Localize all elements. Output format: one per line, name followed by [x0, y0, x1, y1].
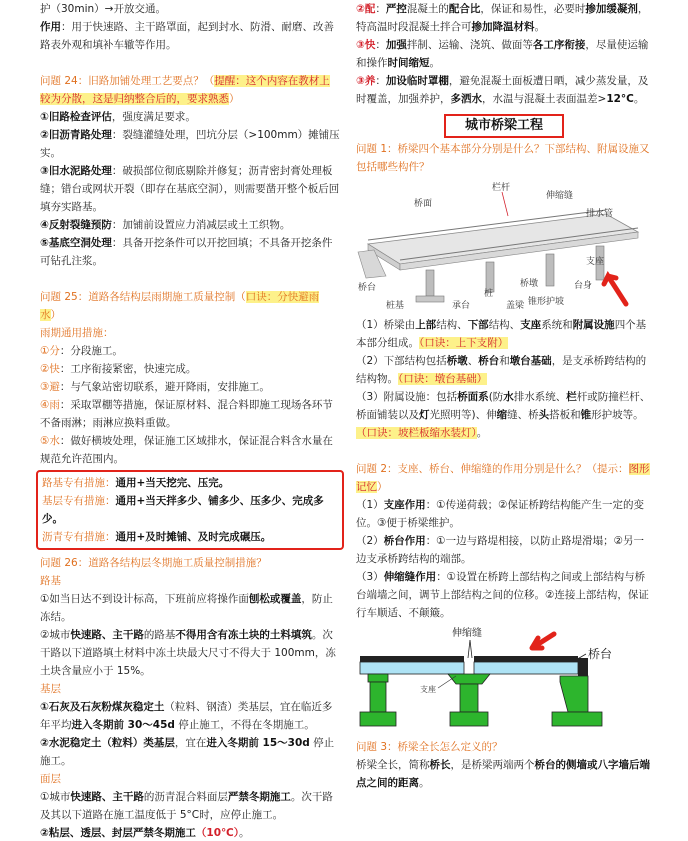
text: 的路基	[143, 629, 176, 641]
red-label: ③养	[356, 75, 376, 87]
list-item	[42, 528, 338, 546]
bold-text: ④反射裂缝预防	[40, 219, 112, 231]
text: 。	[476, 427, 488, 439]
text: 四个基本部分组成。	[356, 319, 647, 349]
list-item	[40, 626, 340, 680]
expansion-joint-diagram	[356, 622, 652, 738]
bold-text: 水	[503, 391, 514, 403]
leader-line	[438, 676, 456, 688]
figure-label: 台身	[574, 281, 593, 291]
question-26-title: 问题 26：道路各结构层冬期施工质量控制措施？	[40, 557, 267, 569]
text: 结构、	[488, 319, 521, 331]
pile-cap	[416, 296, 444, 302]
text: （1）	[356, 499, 384, 511]
bold-text: 栏	[566, 391, 577, 403]
text: 混凝土的	[406, 3, 449, 15]
text: ，保证和易性，必要时	[480, 3, 586, 15]
text: 。	[238, 827, 250, 839]
bold-text: 加设临时罩棚	[385, 75, 449, 87]
deck-top	[474, 656, 578, 662]
figure-label: 盖梁	[506, 301, 525, 311]
bold-text: 快速路、主干路	[70, 629, 144, 641]
orange-label: ③避	[40, 381, 60, 393]
bold-text: 配合比	[448, 3, 481, 15]
pier	[426, 270, 434, 296]
text: （1）桥梁由	[356, 319, 416, 331]
bold-text: 上部	[415, 319, 437, 331]
deck-span-right	[474, 662, 578, 674]
list-item	[40, 342, 340, 360]
subheading: 基层	[40, 683, 61, 695]
pier	[486, 262, 494, 292]
list-item	[356, 756, 652, 792]
text: （3）	[356, 571, 384, 583]
bold-text: 附属设施	[572, 319, 615, 331]
text: ：用于快速路、主干路罩面，起到封水、防滑、耐磨、改善路表外观和填补车辙等作用。	[40, 21, 334, 51]
bold-text: ②水泥稳定土（粒料）类基层	[40, 737, 175, 749]
text: ，避免混凝土面板遭日晒，减少蒸发量，及时覆盖，加强养护，	[356, 75, 649, 105]
figure-label: 伸缩缝	[452, 628, 482, 639]
figure-label: 桩基	[386, 301, 405, 311]
special-measures-box	[36, 470, 344, 550]
list-item	[356, 316, 652, 352]
text: 问题 24：旧路加铺处理工艺要点？（	[40, 75, 215, 87]
text: 杆或防撞栏杆、桥面铺装以及	[356, 391, 651, 421]
bold-text: 支座	[520, 319, 542, 331]
subheading: 面层	[40, 773, 61, 785]
figure-label: 桥墩	[520, 279, 539, 289]
text: ，是桥梁两端两个	[450, 759, 535, 771]
text: ②城市	[40, 629, 71, 641]
deck-top	[360, 656, 464, 662]
question-3-title: 问题 3：桥梁全长怎么定义的？	[356, 741, 503, 753]
bold-text: 桥台的侧墙或八字墙后端点之间的距离	[356, 759, 650, 789]
orange-label: ⑤水	[40, 435, 60, 447]
text: ：工序衔接紧密，快速完成。	[59, 363, 197, 375]
text: 结构、	[436, 319, 468, 331]
bold-text: ②粘层、透层、封层严禁冬期施工	[40, 827, 196, 839]
paragraph	[40, 18, 340, 54]
text: 和	[499, 355, 510, 367]
text: 缝、桥	[507, 409, 539, 421]
subheading: 路基	[40, 575, 61, 587]
bold-text: 进入冬期前 30～45d	[71, 719, 175, 731]
list-item	[42, 492, 338, 528]
question-25-title	[40, 288, 340, 324]
deck-span-left	[360, 662, 464, 674]
text: 问题 2：支座、桥台、伸缩缝的作用分别是什么？（提示：	[356, 463, 629, 475]
figure-label: 桥台	[588, 647, 613, 661]
figure-label: 支座	[586, 257, 605, 267]
text: （2）	[356, 535, 384, 547]
red-label: ③快	[356, 39, 376, 51]
text: ：采取罩棚等措施，保证原材料、混合料即施工现场各环节不备雨淋；雨淋应换料重做。	[40, 399, 333, 429]
bold-text: 桥面系	[457, 391, 489, 403]
bold-text: 桥长	[429, 759, 451, 771]
text: 拌制、运输、浇筑、做面等	[406, 39, 533, 51]
pier-footing	[450, 712, 488, 726]
figure-label: 承台	[452, 301, 471, 311]
orange-label: 沥青专有措施：	[42, 531, 116, 543]
leader-line	[468, 640, 470, 658]
bold-text: 伸缩缝作用	[383, 571, 437, 583]
hint-highlight: 口诀：分快避雨水	[40, 291, 320, 321]
text: ：①传递荷载；②保证桥跨结构能产生一定的变位。③便于桥梁维护。	[356, 499, 645, 529]
hint-highlight: （口诀：坡栏板缩水装灯）	[356, 427, 477, 439]
figure-label: 锥形护坡	[528, 297, 565, 307]
bold-text: 12°C	[606, 93, 634, 105]
bold-text: 刨松或覆盖	[248, 593, 302, 605]
arrow-icon	[532, 634, 554, 648]
bold-text: ①石灰及石灰粉煤灰稳定土	[40, 701, 165, 713]
bold-text: 墩台基础	[509, 355, 552, 367]
text: ，特高温时段混凝土拌合可	[356, 3, 649, 33]
left-column	[40, 0, 340, 841]
hint-highlight: 图形记忆	[356, 463, 650, 493]
bold-text: ②旧沥青路处理	[40, 129, 112, 141]
text: ，防止冻结。	[40, 593, 333, 623]
text: ，强度满足要求。	[111, 111, 196, 123]
text: (防	[488, 391, 504, 403]
bold-text: 通用+当天挖完、压完。	[115, 477, 230, 489]
bold-text: 各工序衔接	[532, 39, 586, 51]
expansion-joint-figure	[356, 622, 652, 738]
bridge-structure-figure	[356, 176, 652, 316]
list-item	[40, 698, 340, 734]
figure-label: 栏杆	[492, 183, 511, 193]
abutment	[560, 676, 588, 712]
bold-text: 支座作用	[383, 499, 426, 511]
text: ，尽量使运输和操作	[356, 39, 649, 69]
subheading: 雨期通用措施：	[40, 327, 114, 339]
text: 系统和	[541, 319, 573, 331]
text: ）	[229, 93, 240, 105]
red-label: ②配	[356, 3, 376, 15]
figure-label: 桥面	[414, 199, 433, 209]
text: ，宜在	[174, 737, 207, 749]
bold-text: 快速路、主干路	[70, 791, 144, 803]
hint-highlight: （口诀：墩台基础）	[398, 373, 488, 385]
bold-text: 时间缩短	[387, 57, 430, 69]
text: 光照明等)、伸	[429, 409, 497, 421]
list-item	[40, 216, 340, 234]
bold-text: 加强	[385, 39, 407, 51]
text: 桥梁全长，简称	[356, 759, 430, 771]
text: ：	[375, 3, 386, 15]
text: ：具备开挖条件可以开挖回填；不具备开挖条件可钻孔注浆。	[40, 237, 333, 267]
bold-text: 多洒水	[450, 93, 482, 105]
list-item	[40, 378, 340, 396]
list-item	[356, 496, 652, 532]
text: ：做好横坡处理，保证施工区域排水，保证混合料含水量在规范允许范围内。	[40, 435, 333, 465]
text: ：	[375, 75, 386, 87]
red-text: （10℃）	[195, 827, 239, 839]
hint-highlight: （口诀：上下支附）	[419, 337, 509, 349]
pier	[370, 682, 386, 712]
figure-label: 桩	[484, 289, 494, 299]
text: ）	[50, 309, 61, 321]
text: 。次干路及其以下道路在施工温度低于 5°C时，应停止施工。	[40, 791, 333, 821]
bold-text: 进入冬期前 15～30d	[206, 737, 310, 749]
text: 排水系统、	[513, 391, 567, 403]
bold-text: 严控	[385, 3, 407, 15]
list-item	[40, 432, 340, 468]
text: ，水温与混凝土表面温差>	[482, 93, 607, 105]
text: 。	[429, 57, 440, 69]
right-column	[356, 0, 652, 792]
list-item	[356, 352, 652, 388]
text: 。	[633, 93, 645, 105]
bold-text: 掺加缓凝剂	[585, 3, 638, 15]
list-item	[40, 360, 340, 378]
text: ：加铺前设置应力消减层或土工织物。	[111, 219, 291, 231]
question-24-title	[40, 72, 340, 108]
pier-cap	[448, 674, 490, 684]
leader-line	[502, 192, 508, 216]
text: 、	[467, 355, 479, 367]
bold-text: 桥墩	[446, 355, 468, 367]
list-item	[356, 72, 652, 108]
text: 停止施工，不得在冬期施工。	[174, 719, 315, 731]
bold-text: 缩	[496, 409, 508, 421]
text: ）	[377, 481, 388, 493]
text: ：与气象站密切联系，避开降雨，安排施工。	[59, 381, 270, 393]
bold-text: 下部	[467, 319, 489, 331]
hint-highlight: 提醒：这个内容在教材上较为分散，这是归纳整合后的，要求熟悉	[40, 75, 330, 105]
list-item	[356, 0, 652, 36]
bold-text: 灯	[419, 409, 430, 421]
arrow-icon	[604, 276, 626, 304]
pier-footing	[360, 712, 396, 726]
bold-text: 严禁冬期施工	[227, 791, 291, 803]
paragraph: 护（30min）→开放交通。	[40, 3, 166, 15]
bold-text: 通用+及时摊铺、及时完成碾压。	[115, 531, 272, 543]
bridge-3d-diagram	[356, 176, 652, 316]
bold-text: 掺加降温材料	[471, 21, 535, 33]
text: ，是支承桥跨结构的结构物。	[356, 355, 647, 385]
bold-text: 锥	[580, 409, 592, 421]
list-item	[40, 162, 340, 216]
bold-text: 头	[538, 409, 550, 421]
text: ：分段施工。	[59, 345, 123, 357]
list-item	[356, 532, 652, 568]
text: ：	[375, 39, 386, 51]
bold-text: 桥台	[478, 355, 500, 367]
list-item	[40, 590, 340, 626]
list-item	[356, 36, 652, 72]
figure-label: 桥台	[358, 283, 377, 293]
text: 。	[534, 21, 545, 33]
question-1-title: 问题 1：桥梁四个基本部分分别是什么？下部结构、附属设施又包括哪些构件？	[356, 143, 650, 173]
orange-label: 基层专有措施：	[42, 495, 116, 507]
orange-label: ④雨	[40, 399, 60, 411]
text: 。次干路以下道路填土材料中冻土块最大尺寸不得大于 100mm，冻土块含量应小于 15%。	[40, 629, 336, 677]
list-item	[40, 108, 340, 126]
text: 形护坡等。	[591, 409, 644, 421]
bold-text: ③旧水泥路处理	[40, 165, 112, 177]
text: 的沥青混合料面层	[143, 791, 228, 803]
list-item	[42, 474, 338, 492]
text: ①如当日达不到设计标高，下班前应将操作面	[40, 593, 249, 605]
leader-line	[470, 640, 472, 658]
bold-text: 作用	[40, 21, 61, 33]
bold-text: ⑤基底空洞处理	[40, 237, 112, 249]
figure-label: 伸缩缝	[546, 191, 574, 201]
text: ：破损部位彻底剔除并修复；沥青密封膏处理板缝；错台或网状开裂（即存在基底空洞），则需要凿开整个板后回填夯实路基。	[40, 165, 340, 213]
list-item	[40, 234, 340, 270]
list-item	[40, 396, 340, 432]
section-title: 城市桥梁工程	[444, 114, 564, 138]
text: ：①一边与路堤相接，以防止路堤滑塌；②另一边支承桥跨结构的端部。	[356, 535, 645, 565]
text: ：裂缝灌缝处理，凹坑分层（>100mm）摊铺压实。	[40, 129, 340, 159]
figure-label: 排水管	[586, 209, 614, 219]
abutment-footing	[552, 712, 602, 726]
text: 停止施工。	[40, 737, 335, 767]
bold-text: 不得用含有冻土块的土料填筑	[175, 629, 312, 641]
list-item	[40, 734, 340, 770]
text: （粒料、钢渣）类基层，宜在临近多年平均	[40, 701, 333, 731]
question-2-title	[356, 460, 652, 496]
orange-label: ①分	[40, 345, 60, 357]
text: ：①设置在桥跨上部结构之间或上部结构与桥台端墙之间，调节上部结构之间的位移。②连接上部结构，保证行车顺适、不颠簸。	[356, 571, 649, 619]
pier	[546, 254, 554, 286]
list-item	[356, 568, 652, 622]
bearing-block	[368, 674, 388, 682]
figure-label: 支座	[420, 685, 436, 694]
bold-text: ①旧路检查评估	[40, 111, 112, 123]
orange-label: 路基专有措施：	[42, 477, 116, 489]
bold-text: 桥台作用	[383, 535, 426, 547]
list-item	[40, 824, 340, 841]
text: 搭板和	[549, 409, 581, 421]
text: （2）下部结构包括	[356, 355, 447, 367]
list-item	[40, 126, 340, 162]
orange-label: ②快	[40, 363, 60, 375]
text: （3）附属设施：包括	[356, 391, 458, 403]
text: 。	[419, 777, 430, 789]
text: ①城市	[40, 791, 71, 803]
pier	[460, 684, 478, 712]
text: 问题 25：道路各结构层雨期施工质量控制（	[40, 291, 246, 303]
bold-text: 通用+当天拌多少、铺多少、压多少、完成多少。	[42, 495, 324, 525]
list-item	[356, 388, 652, 442]
list-item	[40, 788, 340, 824]
